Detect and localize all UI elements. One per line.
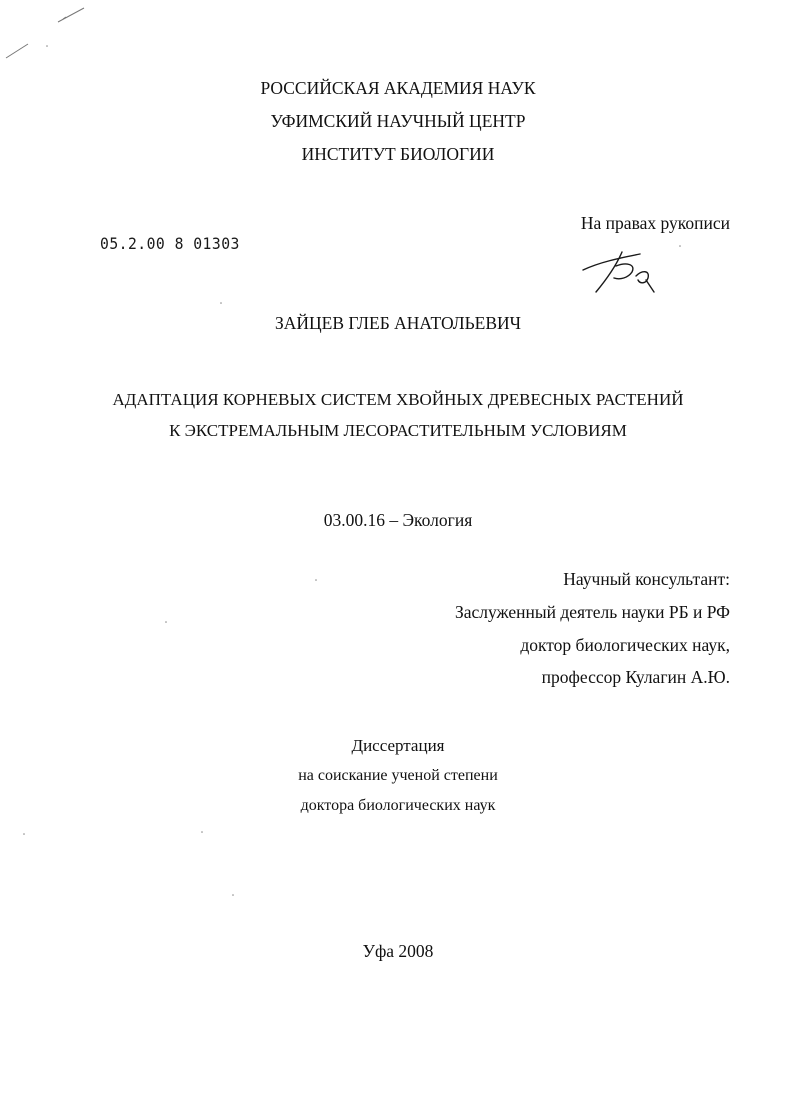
dissertation-degree: доктора биологических наук — [300, 797, 496, 814]
consultant-label: Научный консультант: — [563, 569, 730, 589]
author-name: ЗАЙЦЕВ ГЛЕБ АНАТОЛЬЕВИЧ — [274, 313, 522, 333]
city-year: Уфа 2008 — [362, 941, 434, 961]
thesis-title-line-1: АДАПТАЦИЯ КОРНЕВЫХ СИСТЕМ ХВОЙНЫХ ДРЕВЕСНЫХ РАСТЕНИЙ — [112, 390, 684, 409]
registry-stamp: 05.2.00 8 01303 — [100, 234, 240, 253]
institute-name: ИНСТИТУТ БИОЛОГИИ — [301, 144, 495, 164]
scientific-center-name: УФИМСКИЙ НАУЧНЫЙ ЦЕНТР — [270, 111, 526, 131]
consultant-name: профессор Кулагин А.Ю. — [541, 667, 730, 687]
rights-note: На правах рукописи — [580, 213, 730, 233]
academy-name: РОССИЙСКАЯ АКАДЕМИЯ НАУК — [260, 78, 536, 98]
dissertation-label: Диссертация — [351, 736, 445, 755]
specialty-code: 03.00.16 – Экология — [323, 510, 473, 530]
thesis-title-line-2: К ЭКСТРЕМАЛЬНЫМ ЛЕСОРАСТИТЕЛЬНЫМ УСЛОВИЯМ — [169, 421, 627, 440]
consultant-degree: доктор биологических наук, — [520, 635, 730, 655]
consultant-honor: Заслуженный деятель науки РБ и РФ — [454, 602, 730, 622]
dissertation-purpose: на соискание ученой степени — [298, 767, 498, 784]
